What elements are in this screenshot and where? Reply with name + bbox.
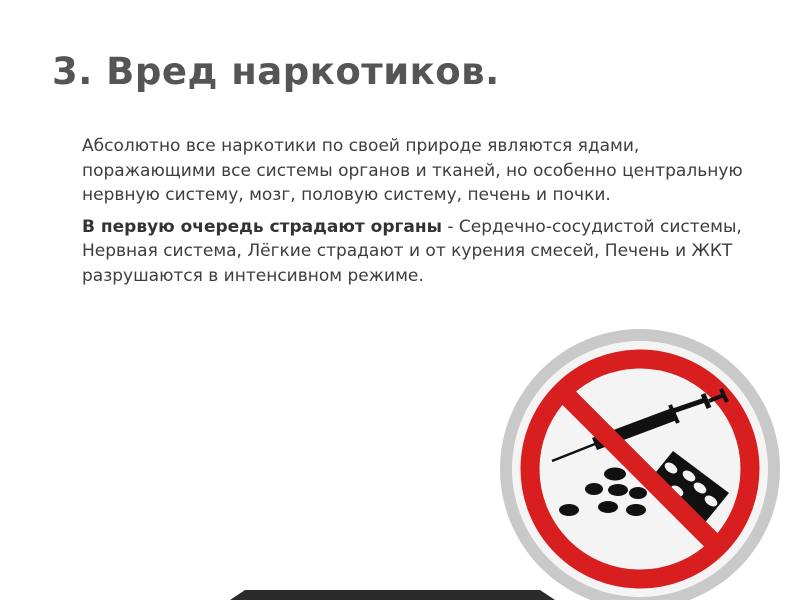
bullet-body-text: - Сердечно-сосудистой системы, Нервная система, Лёгкие страдают и от курения смесей, Печень и ЖКТ разрушаются в интенсивном режиме. — [82, 216, 742, 286]
bullet-bold-text: В первую очередь страдают органы — [82, 216, 442, 237]
bottom-decor-bar — [0, 590, 800, 600]
bullet-text — [82, 134, 748, 208]
bullet-item — [58, 134, 748, 208]
bullet-text — [82, 215, 748, 289]
slide-title: 3. Вред наркотиков. — [52, 50, 500, 93]
bullet-body-text: Абсолютно все наркотики по своей природе являются ядами, поражающими все системы органов и тканей, но особенно центральную нервную систему, мозг, половую систему, печень и почки. — [82, 136, 743, 205]
bullet-item — [58, 215, 748, 289]
no-drugs-sign-icon — [497, 325, 782, 600]
bullet-list — [58, 134, 748, 295]
